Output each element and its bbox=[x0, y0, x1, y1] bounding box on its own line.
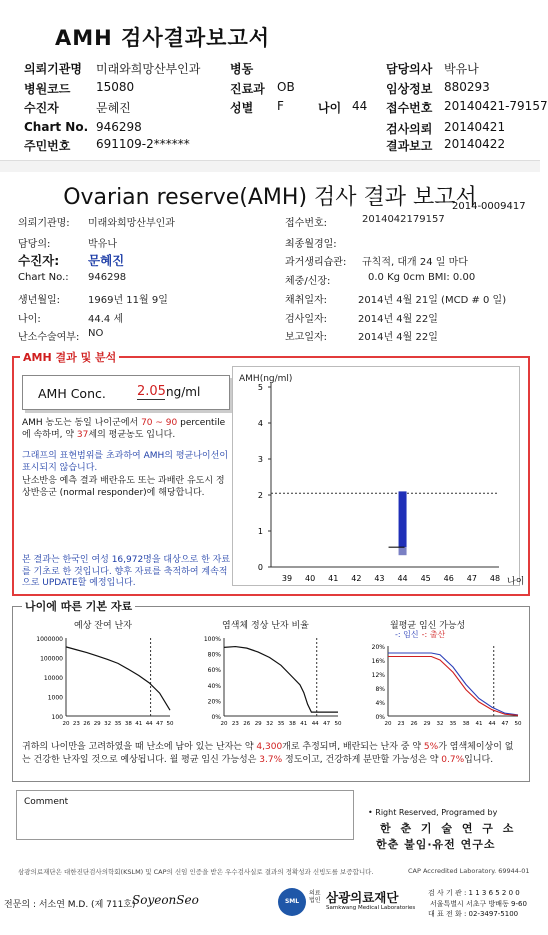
amh-conc-value: 2.05 bbox=[137, 384, 166, 399]
equivalent-age: 37 bbox=[76, 429, 89, 440]
chart-title: 월평균 임신 가능성 bbox=[390, 621, 466, 631]
report-label: 검사일자: bbox=[285, 314, 328, 325]
x-tick-label: 47 bbox=[466, 574, 477, 583]
field-label: 의뢰기관명 bbox=[24, 62, 82, 76]
x-tick-label: 44 bbox=[488, 721, 496, 727]
field-value: 20140421 bbox=[444, 120, 506, 134]
disclaimer-text: 삼광의료재단은 대한진단검사의학회(KSLM) 및 CAP의 신임 인증을 받은 우수검사실로 결과의 정확성과 신빙도를 보증합니다. bbox=[18, 868, 374, 876]
amh-conc-unit: ng/ml bbox=[166, 385, 201, 399]
amh-age-chart bbox=[233, 367, 525, 587]
x-tick-label: 38 bbox=[462, 721, 470, 727]
institute-name: 한 춘 기 술 연 구 소 bbox=[380, 822, 517, 835]
percentile-range: 70 ~ 90 bbox=[141, 418, 178, 428]
chart-legend: -: 임신 -: 출산 bbox=[395, 630, 446, 639]
contact-line: 대 표 전 화 : 02-3497-5100 bbox=[428, 910, 519, 918]
report-label: 과거생리습관: bbox=[285, 257, 347, 268]
amh-data-note: 본 결과는 한국인 여성 16,972명을 대상으로 한 자료를 기초로 한 것입니다. 향후 자료를 축적하여 계속적으로 UPDATE할 예정입니다. bbox=[22, 555, 231, 588]
x-tick-label: 20 bbox=[220, 721, 228, 727]
x-tick-label: 35 bbox=[114, 721, 122, 727]
amh-responder-text: 난소반응 예측 결과 배란유도 또는 과배란 유도시 정상반응군 (normal responder)에 해당합니다. bbox=[22, 476, 225, 498]
field-value: 691109-2****** bbox=[96, 137, 190, 151]
contact-line: 서울특별시 서초구 방배동 9-60 bbox=[430, 900, 527, 908]
field-value: 문혜진 bbox=[96, 101, 131, 115]
report-value: 박유나 bbox=[88, 239, 117, 250]
logo-text: 삼광의료재단 bbox=[326, 890, 399, 905]
y-tick-label: 1 bbox=[257, 527, 263, 536]
age-section-title: 나이에 따른 기본 자료 bbox=[22, 598, 135, 614]
x-tick-label: 50 bbox=[514, 721, 522, 727]
y-axis-title: AMH(ng/ml) bbox=[239, 374, 293, 384]
field-label: 결과보고 bbox=[386, 139, 433, 153]
y-tick-label: 4 bbox=[257, 419, 263, 428]
field-label: 접수번호 bbox=[386, 101, 433, 115]
y-tick-label: 0% bbox=[375, 714, 385, 721]
x-tick-label: 26 bbox=[83, 721, 91, 727]
report-value: 미래와희망산부인과 bbox=[88, 218, 175, 229]
x-tick-label: 20 bbox=[62, 721, 70, 727]
y-tick-label: 16% bbox=[371, 658, 385, 665]
y-tick-label: 10000 bbox=[43, 675, 63, 682]
x-tick-label: 35 bbox=[449, 721, 457, 727]
y-tick-label: 80% bbox=[207, 651, 221, 659]
x-tick-label: 46 bbox=[443, 574, 454, 583]
age-value: 44 bbox=[352, 99, 368, 113]
field-label: 성별 bbox=[230, 101, 254, 115]
field-value: 880293 bbox=[444, 80, 490, 94]
logo-subtext: Samkwang Medical Laboratories bbox=[326, 905, 416, 911]
x-tick-label: 32 bbox=[436, 721, 444, 727]
report-value: 946298 bbox=[88, 272, 127, 283]
field-label: 담당의사 bbox=[386, 62, 433, 76]
y-tick-label: 0% bbox=[211, 714, 221, 721]
x-tick-label: 50 bbox=[166, 721, 174, 727]
y-tick-label: 1000 bbox=[47, 694, 63, 702]
x-tick-label: 40 bbox=[305, 574, 316, 583]
normal-egg-value: 5% bbox=[423, 742, 439, 752]
x-tick-label: 23 bbox=[397, 721, 405, 727]
field-value: 20140421-79157 bbox=[444, 99, 548, 113]
x-tick-label: 20 bbox=[384, 721, 392, 727]
x-tick-label: 23 bbox=[72, 721, 80, 727]
remaining-eggs-value: 4,300 bbox=[256, 742, 283, 752]
field-value: OB bbox=[277, 80, 295, 94]
age-label: 나이 bbox=[318, 101, 342, 115]
amh-range-bar-tail bbox=[399, 547, 407, 555]
report-label: 난소수술여부: bbox=[18, 332, 80, 343]
report-value: NO bbox=[88, 328, 104, 339]
x-tick-label: 32 bbox=[266, 721, 274, 727]
pregnancy-chance-chart bbox=[356, 640, 526, 730]
institute-name-2: 한춘 불임·유전 연구소 bbox=[376, 838, 496, 851]
report-label: 채취일자: bbox=[285, 295, 328, 306]
x-tick-label: 29 bbox=[254, 721, 262, 727]
x-tick-label: 35 bbox=[277, 721, 285, 727]
field-label: 진료과 bbox=[230, 82, 265, 96]
x-tick-label: 44 bbox=[311, 721, 319, 727]
x-tick-label: 47 bbox=[501, 721, 509, 727]
remaining-eggs-line bbox=[66, 647, 170, 710]
field-value: 946298 bbox=[96, 120, 142, 134]
x-tick-label: 41 bbox=[135, 721, 143, 727]
y-tick-label: 2 bbox=[257, 491, 263, 500]
field-value: 15080 bbox=[96, 80, 135, 94]
x-axis-title: 나이 bbox=[507, 577, 525, 587]
y-tick-label: 4% bbox=[375, 700, 385, 707]
normal-egg-ratio-chart bbox=[190, 630, 346, 730]
x-tick-label: 50 bbox=[334, 721, 342, 727]
x-tick-label: 48 bbox=[489, 574, 501, 583]
report-value: 0.0 Kg 0cm BMI: 0.00 bbox=[368, 272, 476, 283]
amh-range-bar bbox=[399, 491, 407, 547]
x-tick-label: 38 bbox=[124, 721, 132, 727]
y-tick-label: 12% bbox=[371, 672, 385, 679]
y-tick-label: 3 bbox=[257, 455, 263, 464]
birth-value: 0.7% bbox=[441, 754, 465, 765]
age-summary-text: 귀하의 나이만을 고려하였을 때 난소에 남아 있는 난자는 약 4,300개로 추정되며, 배란되는 난자 중 약 5%가 염색체이상이 없는 건강한 난자일 것으로 예상됩니다. 월 평균 임신 가능성은 3.7% 정도이고, 건강하게 분만할 가능성은 약 0.7%입니다. bbox=[22, 742, 514, 765]
y-tick-label: 0 bbox=[257, 563, 263, 572]
report-label: 수진자: bbox=[18, 253, 60, 268]
amh-chart-panel bbox=[232, 366, 525, 587]
report-value: 2014년 4월 22일 bbox=[358, 332, 438, 343]
report-title: Ovarian reserve(AMH) 검사 결과 보고서 bbox=[63, 185, 477, 210]
y-tick-label: 100% bbox=[203, 636, 221, 643]
y-tick-label: 1000000 bbox=[36, 636, 63, 643]
rights-text: • Right Reserved, Programed by bbox=[368, 808, 498, 817]
normal-ratio-line bbox=[224, 647, 338, 713]
report-label: 체중/신장: bbox=[285, 276, 331, 287]
y-tick-label: 100 bbox=[51, 714, 63, 721]
chart-title: 예상 잔여 난자 bbox=[74, 621, 132, 631]
y-tick-label: 60% bbox=[207, 667, 221, 675]
field-label: 병원코드 bbox=[24, 82, 71, 96]
x-tick-label: 38 bbox=[288, 721, 296, 727]
signature: SoyeonSeo bbox=[132, 893, 199, 907]
amh-section-title: AMH 결과 및 분석 bbox=[20, 349, 119, 365]
field-label: 검사의뢰 bbox=[386, 122, 433, 136]
specialist-text: 전문의 : 서소연 M.D. (제 711호) bbox=[4, 900, 136, 910]
report-label: 담당의: bbox=[18, 239, 51, 250]
field-label: 수진자 bbox=[24, 101, 59, 115]
amh-conc-label: AMH Conc. bbox=[38, 386, 106, 401]
field-value: 박유나 bbox=[444, 62, 479, 76]
logo-icon: SML bbox=[278, 888, 306, 916]
y-tick-label: 5 bbox=[257, 383, 263, 392]
y-tick-label: 8% bbox=[375, 686, 385, 693]
x-tick-label: 39 bbox=[281, 574, 293, 583]
x-tick-label: 47 bbox=[156, 721, 164, 727]
report-label: 의뢰기관명: bbox=[18, 218, 70, 229]
remaining-eggs-chart bbox=[22, 630, 178, 730]
x-tick-label: 44 bbox=[145, 721, 153, 727]
report-label: 보고일자: bbox=[285, 332, 328, 343]
field-value: 미래와희망산부인과 bbox=[96, 62, 201, 76]
cap-text: CAP Accredited Laboratory. 69944-01 bbox=[408, 867, 530, 875]
logo-small: 의료법인 bbox=[309, 890, 321, 904]
pregnancy-value: 3.7% bbox=[259, 754, 283, 765]
y-tick-label: 20% bbox=[371, 644, 385, 651]
section-separator bbox=[0, 160, 540, 172]
field-value: F bbox=[277, 99, 284, 113]
x-tick-label: 29 bbox=[93, 721, 101, 727]
patient-name: 문혜진 bbox=[88, 253, 125, 268]
y-tick-label: 100000 bbox=[40, 655, 63, 663]
report-label: 접수번호: bbox=[285, 218, 328, 229]
contact-line: 검 사 기 관 : 1 1 3 6 5 2 0 0 bbox=[428, 889, 520, 897]
series-line-1 bbox=[388, 657, 518, 716]
report-label: Chart No.: bbox=[18, 272, 69, 283]
report-value: 1969년 11월 9일 bbox=[88, 295, 168, 306]
x-tick-label: 43 bbox=[374, 574, 385, 583]
report-label: 나이: bbox=[18, 314, 41, 325]
report-value: 규칙적, 대개 24 일 마다 bbox=[362, 257, 468, 268]
x-tick-label: 23 bbox=[231, 721, 239, 727]
y-tick-label: 20% bbox=[207, 698, 221, 706]
amh-range-note: 그래프의 표현범위를 초과하여 AMH의 평균나이선이 표시되지 않습니다. bbox=[22, 451, 229, 473]
x-tick-label: 47 bbox=[323, 721, 331, 727]
x-tick-label: 41 bbox=[328, 574, 339, 583]
field-value: 20140422 bbox=[444, 137, 506, 151]
series-line-0 bbox=[388, 653, 518, 715]
report-value: 2014년 4월 22일 bbox=[358, 314, 438, 325]
x-tick-label: 42 bbox=[351, 574, 362, 583]
x-tick-label: 45 bbox=[420, 574, 431, 583]
field-label: 병동 bbox=[230, 62, 254, 76]
x-tick-label: 29 bbox=[423, 721, 431, 727]
x-tick-label: 41 bbox=[300, 721, 308, 727]
x-tick-label: 41 bbox=[475, 721, 483, 727]
amh-percentile-text: AMH 농도는 동일 나이군에서 70 ~ 90 percentile에 속하며, 약 37세의 평균농도 입니다. bbox=[22, 418, 226, 440]
chart-title: 염색체 정상 난자 비율 bbox=[222, 621, 309, 631]
field-label: 임상정보 bbox=[386, 82, 433, 96]
x-tick-label: 26 bbox=[410, 721, 418, 727]
report-value: 2014년 4월 21일 (MCD # 0 일) bbox=[358, 295, 507, 306]
report-label: 생년월일: bbox=[18, 295, 61, 306]
x-tick-label: 32 bbox=[104, 721, 112, 727]
header-title: AMH 검사결과보고서 bbox=[55, 26, 271, 50]
report-value: 2014042179157 bbox=[362, 214, 445, 225]
field-label: 주민번호 bbox=[24, 139, 71, 153]
comment-label: Comment bbox=[24, 797, 69, 807]
report-value: 44.4 세 bbox=[88, 314, 124, 325]
field-label: Chart No. bbox=[24, 120, 89, 134]
x-tick-label: 44 bbox=[397, 574, 408, 583]
report-label: 최종월경일: bbox=[285, 239, 337, 250]
x-tick-label: 26 bbox=[243, 721, 251, 727]
y-tick-label: 40% bbox=[207, 682, 221, 690]
report-number: 2014-0009417 bbox=[452, 201, 526, 212]
